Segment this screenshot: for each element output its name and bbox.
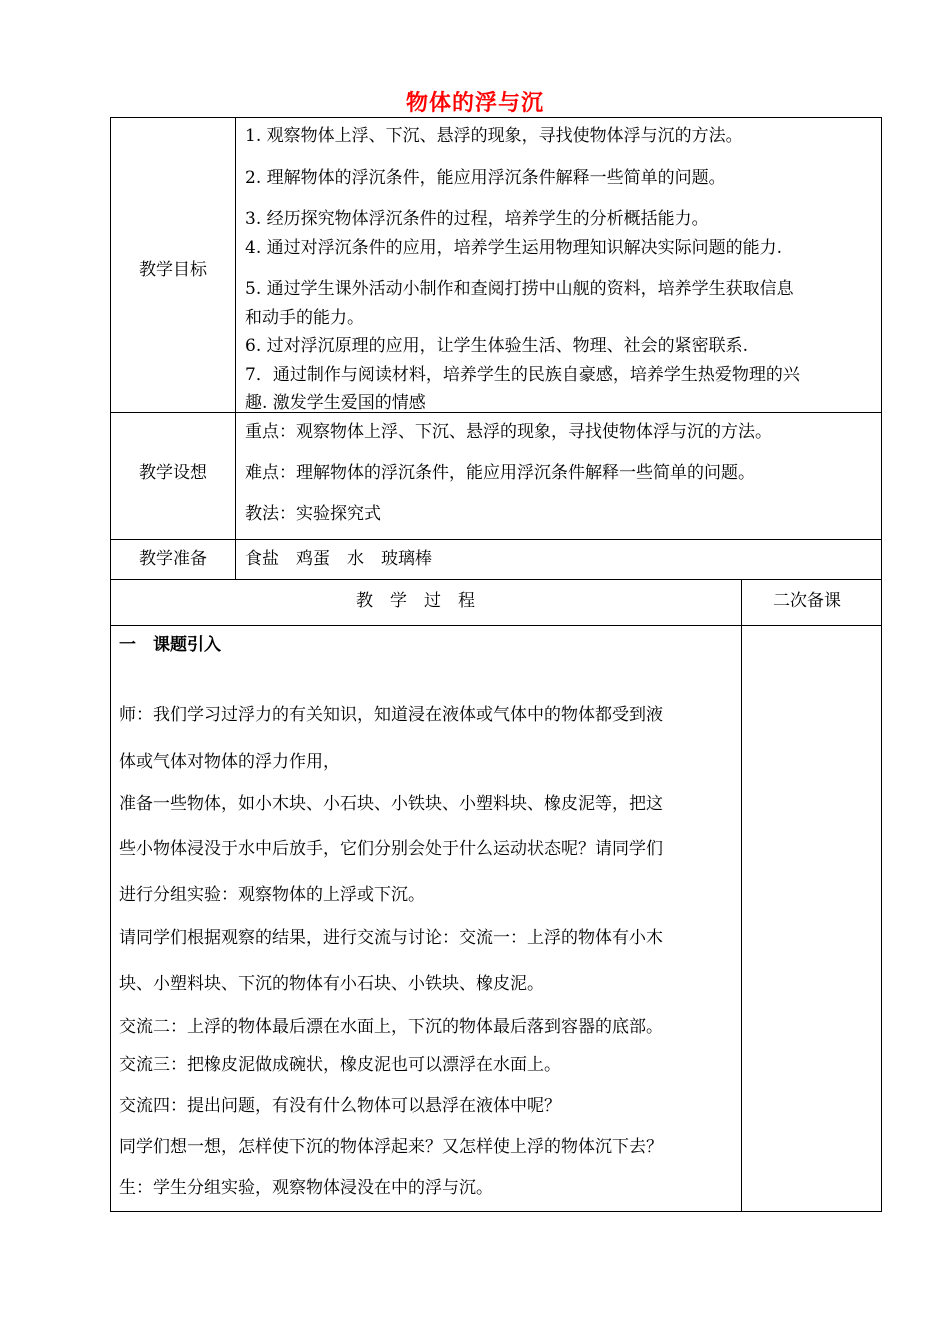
goal-item: 趣. 激发学生爱国的情感: [245, 393, 426, 413]
goal-item: 3. 经历探究物体浮沉条件的过程，培养学生的分析概括能力。: [245, 209, 709, 229]
process-line: 块、小塑料块、下沉的物体有小石块、小铁块、橡皮泥。: [119, 974, 544, 994]
design-item: 重点：观察物体上浮、下沉、悬浮的现象，寻找使物体浮与沉的方法。: [245, 422, 772, 442]
process-line: 交流三：把橡皮泥做成碗状，橡皮泥也可以漂浮在水面上。: [119, 1055, 561, 1075]
design-item: 难点：理解物体的浮沉条件，能应用浮沉条件解释一些简单的问题。: [245, 463, 755, 483]
process-line: 些小物体浸没于水中后放手，它们分别会处于什么运动状态呢？请同学们: [119, 839, 663, 859]
row-divider: [111, 539, 881, 540]
process-line: 准备一些物体，如小木块、小石块、小铁块、小塑料块、橡皮泥等，把这: [119, 794, 663, 814]
process-line: 交流四：提出问题，有没有什么物体可以悬浮在液体中呢？: [119, 1096, 561, 1116]
side-column-divider: [741, 579, 742, 1212]
goal-item: 1. 观察物体上浮、下沉、悬浮的现象，寻找使物体浮与沉的方法。: [245, 126, 743, 146]
row-divider: [111, 579, 881, 580]
goal-item: 4. 通过对浮沉条件的应用，培养学生运用物理知识解决实际问题的能力.: [245, 238, 783, 258]
second-prep-header: 二次备课: [773, 591, 841, 611]
row-divider: [111, 625, 881, 626]
label-column-divider: [235, 118, 236, 579]
goals-label: 教学目标: [139, 260, 207, 280]
prep-value: 食盐 鸡蛋 水 玻璃棒: [245, 549, 432, 569]
goal-item: 6. 过对浮沉原理的应用，让学生体验生活、物理、社会的紧密联系.: [245, 336, 749, 356]
process-line: 同学们想一想，怎样使下沉的物体浮起来？又怎样使上浮的物体沉下去？: [119, 1137, 663, 1157]
goal-item: 5. 通过学生课外活动小制作和查阅打捞中山舰的资料，培养学生获取信息: [245, 279, 794, 299]
process-line: 体或气体对物体的浮力作用，: [119, 752, 340, 772]
lesson-plan-table: [110, 117, 882, 1212]
row-divider: [111, 412, 881, 413]
goal-item: 2. 理解物体的浮沉条件，能应用浮沉条件解释一些简单的问题。: [245, 168, 726, 188]
process-line: 请同学们根据观察的结果，进行交流与讨论：交流一：上浮的物体有小木: [119, 928, 663, 948]
process-line: 生：学生分组实验，观察物体浸没在中的浮与沉。: [119, 1178, 493, 1198]
process-header: 教 学 过 程: [356, 591, 475, 611]
goal-item: 和动手的能力。: [245, 308, 364, 328]
process-line: 进行分组实验：观察物体的上浮或下沉。: [119, 885, 425, 905]
design-item: 教法：实验探究式: [245, 504, 381, 524]
process-line: 师：我们学习过浮力的有关知识，知道浸在液体或气体中的物体都受到液: [119, 705, 663, 725]
process-line: 交流二：上浮的物体最后漂在水面上，下沉的物体最后落到容器的底部。: [119, 1017, 663, 1037]
document-title: 物体的浮与沉: [405, 90, 544, 116]
goal-item: 7．通过制作与阅读材料，培养学生的民族自豪感，培养学生热爱物理的兴: [245, 365, 800, 385]
prep-label: 教学准备: [139, 549, 207, 569]
section-title: 一 课题引入: [119, 635, 221, 655]
design-label: 教学设想: [139, 463, 207, 483]
